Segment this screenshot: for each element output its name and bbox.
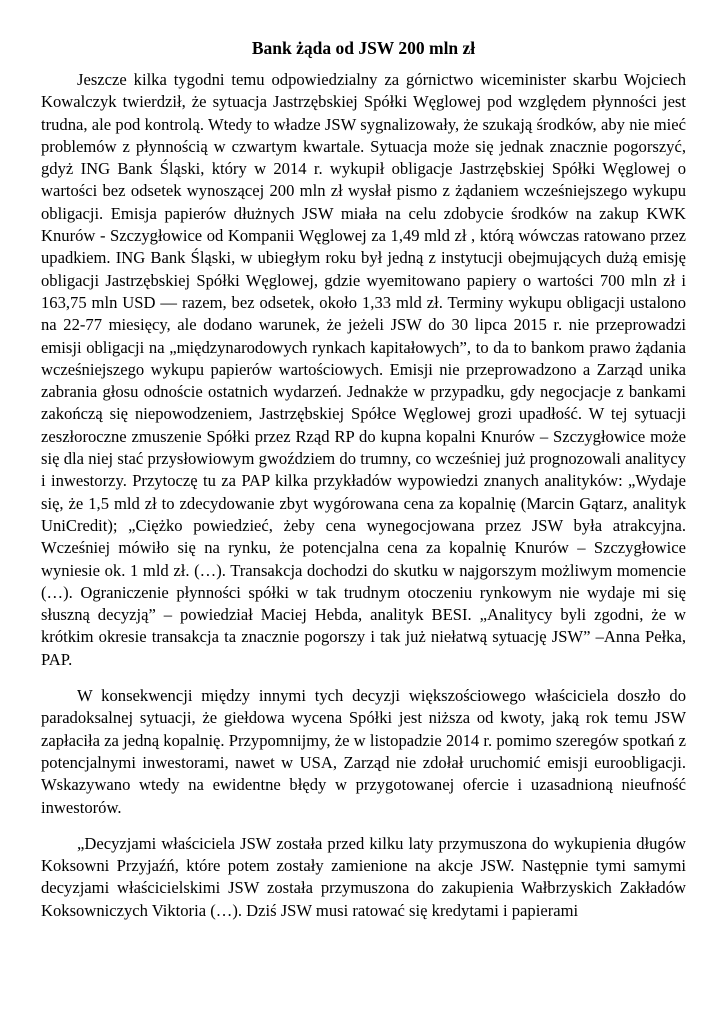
article-paragraph-3: „Decyzjami właściciela JSW została przed kilku laty przymuszona do wykupienia długów Koksowni Przyjaźń, które potem zostały zamienione na akcje JSW. Następnie tymi samymi decyzjami właścicielskimi JSW została przymuszona do zakupienia Wałbrzyskich Zakładów Koksowniczych Viktoria (…). Dziś JSW musi ratować się kredytami i papierami: [41, 833, 686, 920]
article-paragraph-2: W konsekwencji między innymi tych decyzji większościowego właściciela doszło do paradoksalnej sytuacji, że giełdowa wycena Spółki jest niższa od kwoty, jaką rok temu JSW zapłaciła za jedną kopalnię. Przypomnijmy, że w listopadzie 2014 r. pomimo szeregów spotkań z potencjalnymi inwestorami, nawet w USA, Zarząd nie zdołał uruchomić emisji euroobligacji. Wskazywano wtedy na ewidentne błędy w przygotowanej ofercie i uzasadnioną nieufność inwestorów.: [41, 686, 686, 817]
article-title: Bank żąda od JSW 200 mln zł: [251, 38, 476, 58]
article-paragraph-1: Jeszcze kilka tygodni temu odpowiedzialny za górnictwo wiceminister skarbu Wojciech Kowalczyk twierdził, że sytuacja Jastrzębskiej Spółki Węglowej pod względem płynności jest trudna, ale pod kontrolą. Wtedy to władze JSW sygnalizowały, że szukają środków, aby nie mieć problemów z płynnością w czwartym kwartale. Sytuacja może się jednak znacznie pogorszyć, gdyż ING Bank Śląski, który w 2014 r. wykupił obligacje Jastrzębskiej Spółki Węglowej o wartości bez odsetek wynoszącej 200 mln zł wysłał pismo z żądaniem wcześniejszego wykupu obligacji. Emisja papierów dłużnych JSW miała na celu zdobycie środków na zakup KWK Knurów - Szczygłowice od Kompanii Węglowej za 1,49 mld zł , którą wówczas ratowano przez upadkiem. ING Bank Śląski, w ubiegłym roku był jedną z instytucji obejmujących dużą emisję obligacji Jastrzębskiej Spółki Węglowej, gdzie wyemitowano papiery o wartości 700 mln zł i 163,75 mln USD — razem, bez odsetek, około 1,33 mld zł. Terminy wykupu obligacji ustalono na 22-77 miesięcy, ale dodano warunek, że jeżeli JSW do 30 lipca 2015 r. nie przeprowadzi emisji obligacji na „międzynarodowych rynkach kapitałowych”, to da to bankom prawo żądania wcześniejszego wykupu papierów wartościowych. Emisji nie przeprowadzono a Zarząd unika zabrania głosu odnoście ostatnich wydarzeń. Jednakże w przypadku, gdy negocjacje z bankami zakończą się niepowodzeniem, Jastrzębskiej Spółce Węglowej grozi upadłość. W tej sytuacji zeszłoroczne zmuszenie Spółki przez Rząd RP do kupna kopalni Knurów – Szczygłowice może się dla niej stać przysłowiowym gwoździem do trumny, co wcześniej już prognozowali analitycy i inwestorzy. Przytoczę tu za PAP kilka przykładów wypowiedzi znanych analityków: „Wydaje się, że 1,5 mld zł to zdecydowanie zbyt wygórowana cena za kopalnię (Marcin Gątarz, analityk UniCredit); „Ciężko powiedzieć, żeby cena wynegocjowana przez JSW była atrakcyjna. Wcześniej mówiło się na rynku, że potencjalna cena za kopalnię Knurów – Szczygłowice wyniesie ok. 1 mld zł. (…). Transakcja dochodzi do skutku w najgorszym możliwym momencie (…). Ograniczenie płynności spółki w tak trudnym otoczeniu rynkowym nie wydaje mi się słuszną decyzją” – powiedział Maciej Hebda, analityk BESI. „Analitycy byli zgodni, że w krótkim okresie transakcja ta znacznie pogorszy i tak już niełatwą sytuację JSW” –Anna Pełka, PAP.: [41, 70, 686, 669]
